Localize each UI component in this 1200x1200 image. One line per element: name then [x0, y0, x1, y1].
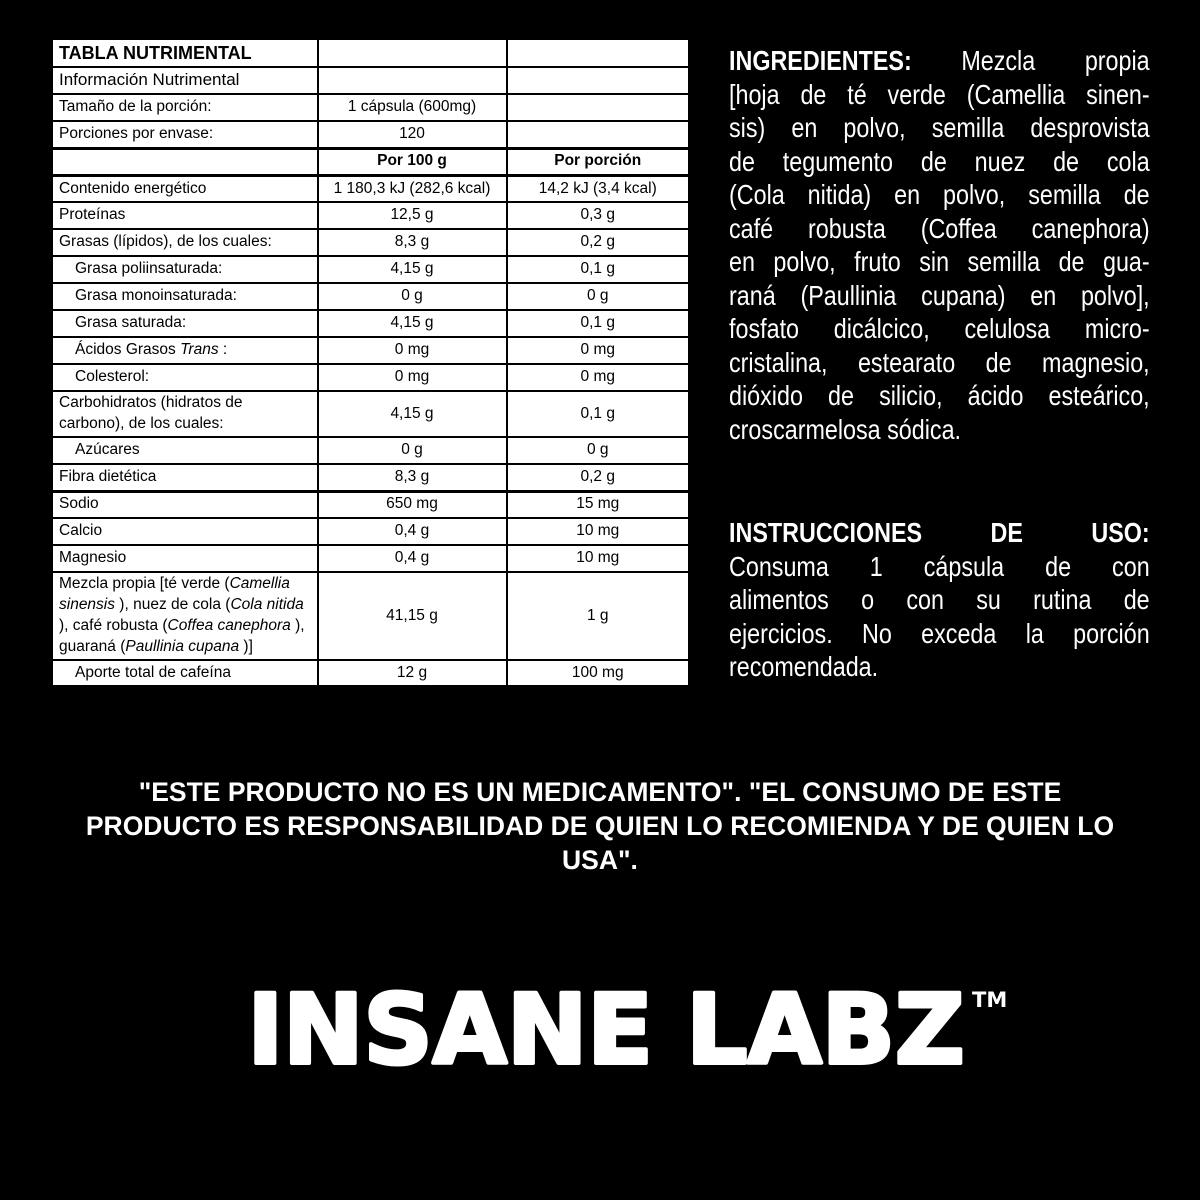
- nutrient-label: Grasas (lípidos), de los cuales:: [52, 229, 318, 256]
- col-header-per-100g: Por 100 g: [318, 148, 507, 175]
- nutrient-row: [52, 545, 690, 572]
- per-portion-value: 1 g: [507, 572, 690, 660]
- empty-cell: [507, 94, 690, 121]
- servings-value: 120: [318, 121, 507, 148]
- nutrient-label: Fibra dietética: [52, 464, 318, 491]
- per-100g-value: 0,4 g: [318, 545, 507, 572]
- empty-cell: [507, 39, 690, 68]
- per-100g-value: 8,3 g: [318, 464, 507, 491]
- nutrient-row: [52, 364, 690, 391]
- nutrient-row: [52, 491, 690, 518]
- per-100g-value: 4,15 g: [318, 391, 507, 437]
- nutrient-label: Magnesio: [52, 545, 318, 572]
- text-line: Consuma 1 cápsula de con: [729, 550, 1150, 582]
- text-line: ejercicios. No exceda la porción: [729, 617, 1150, 649]
- text-line: en polvo, fruto sin semilla de gua-: [729, 246, 1150, 277]
- per-100g-value: 8,3 g: [318, 229, 507, 256]
- per-100g-value: 650 mg: [318, 491, 507, 518]
- empty-cell: [52, 148, 318, 175]
- right-text-column: [729, 44, 1150, 684]
- nutrient-label: Proteínas: [52, 202, 318, 229]
- text-line: alimentos o con su rutina de: [729, 584, 1150, 615]
- per-100g-value: 12 g: [318, 660, 507, 687]
- ingredients-paragraph: [729, 44, 1150, 446]
- serving-size-value: 1 cápsula (600mg): [318, 94, 507, 121]
- text-line: croscarmelosa sódica.: [729, 413, 962, 445]
- nutrient-row: [52, 518, 690, 545]
- per-portion-value: 0,3 g: [507, 202, 690, 229]
- nutrient-row: [52, 283, 690, 310]
- text-line: dióxido de silicio, ácido esteárico,: [729, 380, 1150, 411]
- trademark-symbol: TM: [972, 988, 1008, 1012]
- text-line: PRODUCTO ES RESPONSABILIDAD DE QUIEN LO RECOMIENDA Y DE QUIEN LO: [85, 811, 1115, 841]
- brand-logo-text: INSANE LABZ: [247, 974, 965, 1086]
- empty-cell: [318, 39, 507, 68]
- nutrient-row: [52, 437, 690, 464]
- text-line: INSTRUCCIONES DE USO:: [729, 517, 1150, 548]
- per-portion-value: 0,2 g: [507, 229, 690, 256]
- text-line: sis) en polvo, semilla desprovista: [729, 112, 1150, 143]
- per-portion-value: 0,1 g: [507, 310, 690, 337]
- nutrient-label: Calcio: [52, 518, 318, 545]
- nutrient-row: [52, 391, 690, 437]
- per-100g-value: 0 g: [318, 283, 507, 310]
- text-line: café robusta (Coffea canephora): [729, 212, 1150, 244]
- servings-per-container-row: [52, 121, 690, 148]
- text-line: cristalina, estearato de magnesio,: [729, 346, 1150, 378]
- per-portion-value: 0 g: [507, 437, 690, 464]
- per-portion-value: 0,2 g: [507, 464, 690, 491]
- nutrient-label: Ácidos Grasos Trans :: [52, 337, 318, 364]
- text-line: INGREDIENTES: Mezcla propia: [729, 45, 1150, 76]
- brand-logo: [0, 935, 1200, 1135]
- per-portion-value: 15 mg: [507, 491, 690, 518]
- per-100g-value: 12,5 g: [318, 202, 507, 229]
- nutrient-label: Carbohidratos (hidratos de carbono), de los cuales:: [52, 391, 318, 437]
- per-portion-value: 0,1 g: [507, 256, 690, 283]
- nutrient-label: Grasa saturada:: [52, 310, 318, 337]
- table-title-row: [52, 39, 690, 68]
- nutrient-label: Contenido energético: [52, 175, 318, 202]
- nutrient-row: [52, 337, 690, 364]
- text-line: "ESTE PRODUCTO NO ES UN MEDICAMENTO". "EL CONSUMO DE ESTE: [138, 777, 1062, 807]
- per-100g-value: 0 g: [318, 437, 507, 464]
- table-title: TABLA NUTRIMENTAL: [52, 39, 318, 68]
- per-portion-value: 100 mg: [507, 660, 690, 687]
- empty-cell: [318, 67, 507, 94]
- text-line: recomendada.: [729, 651, 879, 682]
- per-portion-value: 10 mg: [507, 518, 690, 545]
- text-line: fosfato dicálcico, celulosa micro-: [729, 313, 1150, 344]
- nutrient-row: [52, 572, 690, 660]
- serving-size-label: Tamaño de la porción:: [52, 94, 318, 121]
- empty-cell: [507, 121, 690, 148]
- per-100g-value: 41,15 g: [318, 572, 507, 660]
- text-line: de tegumento de nuez de cola: [729, 145, 1150, 177]
- per-100g-value: 0,4 g: [318, 518, 507, 545]
- nutrient-label: Aporte total de cafeína: [52, 660, 318, 687]
- nutrient-row: [52, 229, 690, 256]
- nutrition-table-body: [52, 39, 690, 176]
- servings-label: Porciones por envase:: [52, 121, 318, 148]
- text-line: raná (Paullinia cupana) en polvo],: [729, 279, 1150, 311]
- col-header-per-portion: Por porción: [507, 148, 690, 175]
- nutrient-label: Grasa monoinsaturada:: [52, 283, 318, 310]
- per-100g-value: 0 mg: [318, 364, 507, 391]
- per-portion-value: 0 mg: [507, 337, 690, 364]
- nutrient-label: Azúcares: [52, 437, 318, 464]
- empty-cell: [507, 67, 690, 94]
- column-header-row: [52, 148, 690, 175]
- per-portion-value: 0,1 g: [507, 391, 690, 437]
- info-header-row: [52, 67, 690, 94]
- text-line: (Cola nitida) en polvo, semilla de: [729, 179, 1150, 210]
- nutrient-rows: [52, 175, 690, 687]
- nutrition-table: [50, 37, 691, 688]
- nutrient-label: Colesterol:: [52, 364, 318, 391]
- serving-size-row: [52, 94, 690, 121]
- per-100g-value: 0 mg: [318, 337, 507, 364]
- text-line: [hoja de té verde (Camellia sinen-: [729, 78, 1150, 110]
- per-portion-value: 10 mg: [507, 545, 690, 572]
- text-line: USA".: [562, 845, 638, 875]
- nutrient-row: [52, 256, 690, 283]
- nutrient-row: [52, 202, 690, 229]
- per-portion-value: 0 g: [507, 283, 690, 310]
- info-header: Información Nutrimental: [52, 67, 318, 94]
- nutrient-label: Grasa poliinsaturada:: [52, 256, 318, 283]
- instructions-paragraph: [729, 516, 1150, 684]
- per-portion-value: 14,2 kJ (3,4 kcal): [507, 175, 690, 202]
- per-portion-value: 0 mg: [507, 364, 690, 391]
- disclaimer-text: [0, 775, 1200, 877]
- per-100g-value: 4,15 g: [318, 310, 507, 337]
- nutrient-label: Sodio: [52, 491, 318, 518]
- nutrient-row: [52, 175, 690, 202]
- per-100g-value: 1 180,3 kJ (282,6 kcal): [318, 175, 507, 202]
- per-100g-value: 4,15 g: [318, 256, 507, 283]
- nutrient-row: [52, 310, 690, 337]
- nutrient-row: [52, 464, 690, 491]
- nutrient-row: [52, 660, 690, 687]
- nutrient-label: Mezcla propia [té verde (Camellia sinensis ), nuez de cola (Cola nitida ), café robusta (Coffea canephora ), guaraná (Paullinia cupana )]: [52, 572, 318, 660]
